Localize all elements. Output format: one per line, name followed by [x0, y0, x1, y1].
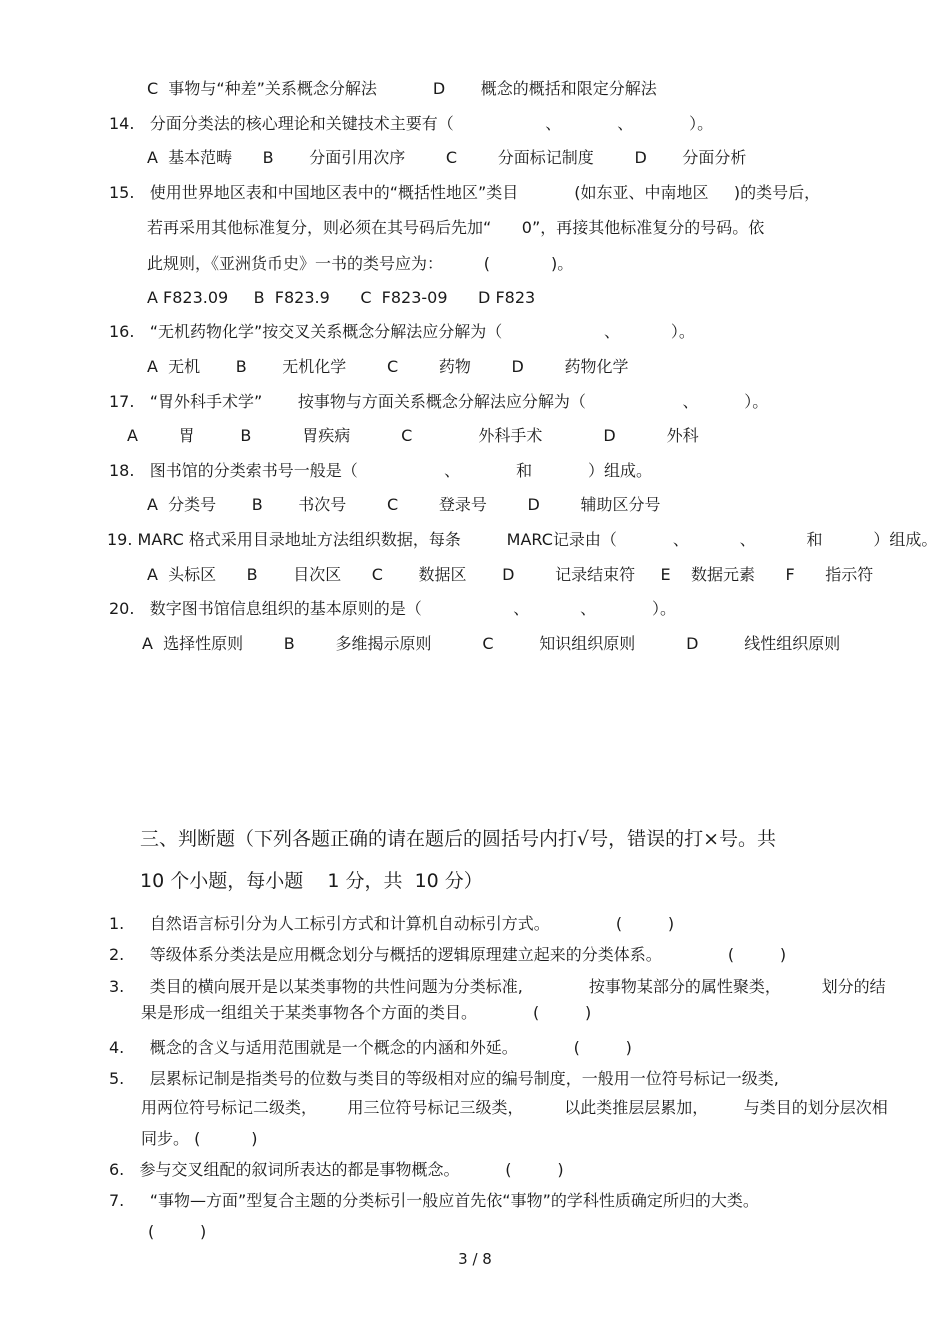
section-heading-line-2: 10 个小题，每小题 1 分，共 10 分） [140, 870, 483, 892]
question-16-options: A 无机 B 无机化学 C 药物 D 药物化学 [147, 357, 629, 376]
question-14-options: A 基本范畴 B 分面引用次序 C 分面标记制度 D 分面分析 [147, 148, 747, 167]
question-17: 17. “胃外科手术学” 按事物与方面关系概念分解法应分解为（ 、 ）。 [109, 392, 769, 411]
question-20: 20. 数字图书馆信息组织的基本原则的是（ 、 、 ）。 [109, 599, 677, 618]
question-15-options: A F823.09 B F823.9 C F823-09 D F823 [147, 288, 536, 307]
section-heading-line-1: 三、判断题（下列各题正确的请在题后的圆括号内打√号，错误的打×号。共 [140, 828, 777, 850]
tf-question-4: 4. 概念的含义与适用范围就是一个概念的内涵和外延。 ( ) [109, 1038, 632, 1057]
tf-question-7-line-1: 7. “事物—方面”型复合主题的分类标引一般应首先依“事物”的学科性质确定所归的大类。 [109, 1191, 759, 1210]
tf-question-5-line-2: 用两位符号标记二级类， 用三位符号标记三级类， 以此类推层层累加， 与类目的划分层次相 [141, 1098, 888, 1117]
question-17-options: A 胃 B 胃疾病 C 外科手术 D 外科 [127, 426, 699, 445]
question-18-options: A 分类号 B 书次号 C 登录号 D 辅助区分号 [147, 495, 661, 514]
question-14: 14. 分面分类法的核心理论和关键技术主要有（ 、 、 ）。 [109, 114, 714, 133]
question-19: 19. MARC 格式采用目录地址方法组织数据，每条 MARC记录由（ 、 、 和 ）组成。 [107, 530, 938, 549]
tf-question-1: 1. 自然语言标引分为人工标引方式和计算机自动标引方式。 ( ) [109, 914, 675, 933]
tf-question-7-line-2: ( ) [148, 1222, 207, 1241]
question-15-line-2: 若再采用其他标准复分，则必须在其号码后先加“ 0”，再接其他标准复分的号码。依 [147, 218, 765, 237]
question-15-line-1: 15. 使用世界地区表和中国地区表中的“概括性地区”类目 (如东亚、中南地区 )的类号后， [109, 183, 821, 202]
question-15-line-3: 此规则，《亚洲货币史》一书的类号应为： ( )。 [147, 254, 574, 273]
q13-options-cd: C 事物与“种差”关系概念分解法 D 概念的概括和限定分解法 [147, 79, 657, 98]
question-16: 16. “无机药物化学”按交叉关系概念分解法应分解为（ 、 ）。 [109, 322, 695, 341]
tf-question-3-line-2: 果是形成一组组关于某类事物各个方面的类目。 ( ) [141, 1003, 592, 1022]
question-20-options: A 选择性原则 B 多维揭示原则 C 知识组织原则 D 线性组织原则 [142, 634, 841, 653]
tf-question-6: 6. 参与交叉组配的叙词所表达的都是事物概念。 ( ) [109, 1160, 564, 1179]
tf-question-5-line-1: 5. 层累标记制是指类号的位数与类目的等级相对应的编号制度，一般用一位符号标记一级类, [109, 1069, 779, 1088]
tf-question-5-line-3: 同步。 ( ) [141, 1129, 258, 1148]
page-number: 3 / 8 [458, 1250, 492, 1268]
question-19-options: A 头标区 B 目次区 C 数据区 D 记录结束符 E 数据元素 F 指示符 [147, 565, 874, 584]
question-18: 18. 图书馆的分类索书号一般是（ 、 和 ）组成。 [109, 461, 653, 480]
tf-question-2: 2. 等级体系分类法是应用概念划分与概括的逻辑原理建立起来的分类体系。 ( ) [109, 945, 787, 964]
tf-question-3-line-1: 3. 类目的横向展开是以某类事物的共性问题为分类标准, 按事物某部分的属性聚类， 划分的结 [109, 977, 886, 996]
